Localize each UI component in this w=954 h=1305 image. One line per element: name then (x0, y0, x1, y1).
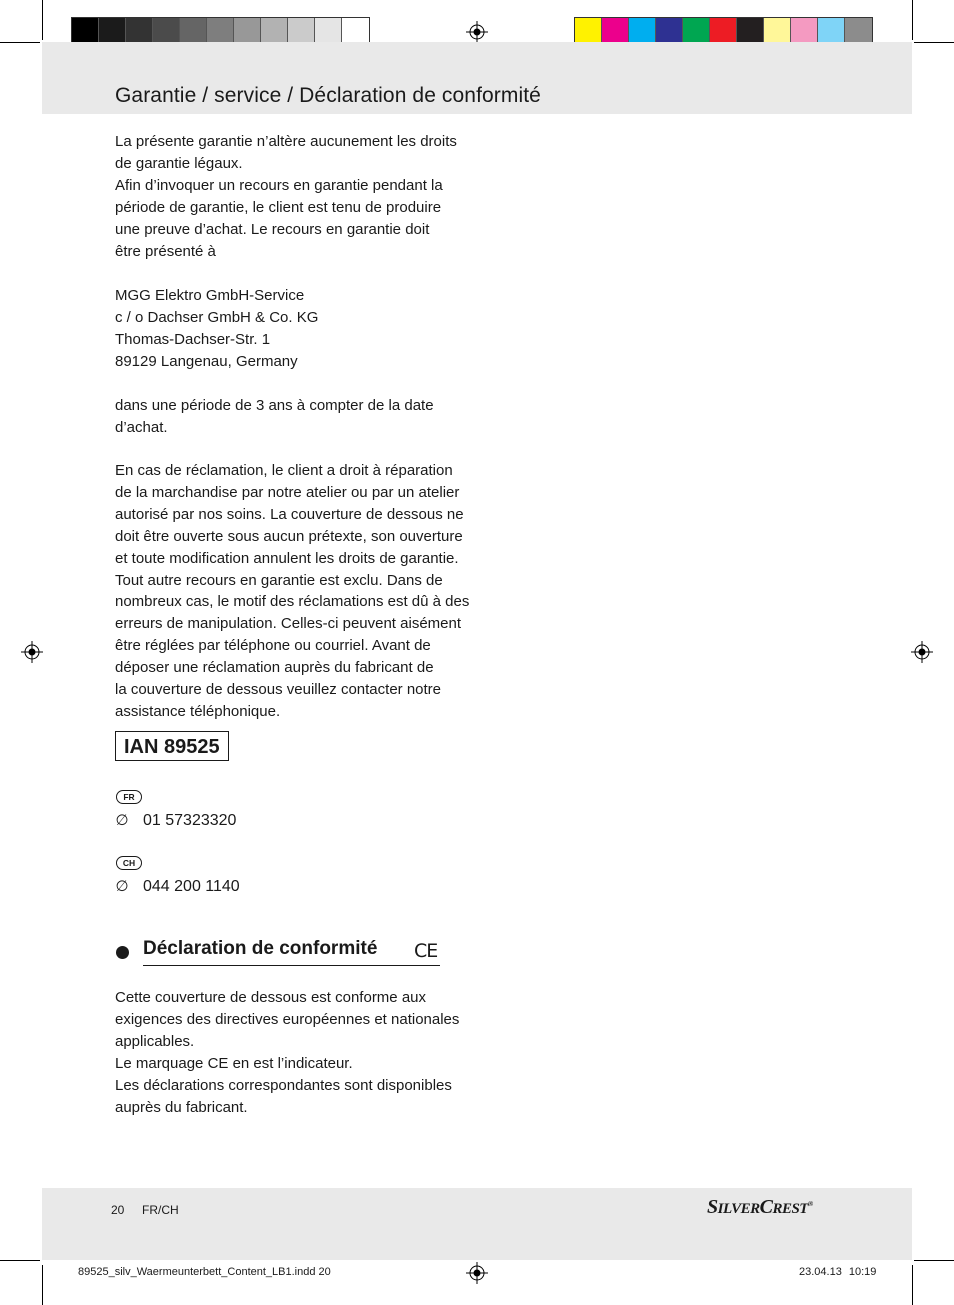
declaration-paragraph (115, 987, 475, 1118)
color-swatch (683, 18, 710, 45)
text-line: déposer une réclamation auprès du fabricant de (115, 659, 434, 677)
text-line: erreurs de manipulation. Celles-ci peuvent aisément (115, 615, 462, 633)
period-paragraph (115, 395, 475, 439)
text-line: En cas de réclamation, le client a droit à réparation (115, 462, 453, 479)
text-line: nombreux cas, le motif des réclamations est dû à des (115, 593, 470, 611)
text-line: doit être ouverte sous aucun prétexte, son ouverture (115, 527, 463, 545)
text-line: être réglées par téléphone ou courriel. Avant de (115, 637, 431, 655)
color-swatch (764, 18, 791, 45)
text-line: d’achat. (115, 418, 168, 436)
slug-time: 10:19 (848, 1266, 877, 1278)
color-swatch (791, 18, 818, 45)
text-line: Cette couverture de dessous est conforme aux (115, 989, 427, 1006)
registration-mark-icon (911, 641, 933, 663)
registration-mark-icon (21, 641, 43, 663)
ian-number-box: IAN 89525 (115, 731, 229, 761)
phone-icon: ∅ (115, 878, 129, 895)
crop-mark (42, 0, 43, 40)
color-swatch (207, 18, 234, 45)
intro-paragraph (115, 131, 475, 262)
slug-filename: 89525_silv_Waermeunterbett_Content_LB1.indd 20 (78, 1266, 331, 1278)
silvercrest-logo (707, 1196, 813, 1219)
crop-mark (0, 1260, 40, 1261)
color-swatch (234, 18, 261, 45)
text-line: exigences des directives européennes et nationales (115, 1010, 460, 1028)
text-line: assistance téléphonique. (115, 702, 281, 720)
text-line: la couverture de dessous veuillez contacter notre (115, 681, 442, 699)
page-title: Garantie / service / Déclaration de conformité (115, 84, 541, 107)
logo-letter: C (759, 1196, 773, 1218)
country-badge-fr: FR (116, 790, 142, 804)
page-number: 20 (111, 1203, 125, 1217)
service-address (115, 285, 475, 373)
registered-mark: ® (807, 1200, 813, 1208)
color-swatch (72, 18, 99, 45)
text-line: dans une période de 3 ans à compter de la date (115, 397, 434, 414)
crop-mark (0, 42, 40, 43)
color-swatch (602, 18, 629, 45)
crop-mark (42, 1265, 43, 1305)
logo-text: ILVER (717, 1201, 760, 1217)
phone-number-ch: 044 200 1140 (143, 878, 240, 895)
crop-mark (912, 0, 913, 40)
address-line: 89129 Langenau, Germany (115, 352, 298, 370)
color-swatch (126, 18, 153, 45)
registration-mark-icon (466, 21, 488, 43)
crop-mark (912, 1265, 913, 1305)
color-swatch (315, 18, 342, 45)
color-swatch (737, 18, 764, 45)
color-swatch (99, 18, 126, 45)
color-swatch (342, 18, 369, 45)
section-bullet-icon (116, 946, 129, 959)
address-line: Thomas-Dachser-Str. 1 (115, 330, 271, 348)
color-swatch (575, 18, 602, 45)
address-line: MGG Elektro GmbH-Service (115, 287, 305, 304)
text-line: une preuve d’achat. Le recours en garantie doit (115, 220, 430, 238)
claim-paragraph (115, 460, 475, 723)
text-line: de la marchandise par notre atelier ou par un atelier (115, 483, 460, 501)
slug-date: 23.04.13 (799, 1266, 842, 1278)
color-swatch (261, 18, 288, 45)
heading-underline (143, 965, 440, 966)
text-line: et toute modification annulent les droits de garantie. (115, 549, 459, 567)
logo-text: REST (772, 1201, 808, 1217)
country-badge-ch: CH (116, 856, 142, 870)
text-line: Afin d’invoquer un recours en garantie pendant la (115, 176, 443, 194)
color-swatch (710, 18, 737, 45)
color-swatch (845, 18, 872, 45)
color-swatch (629, 18, 656, 45)
color-swatch (818, 18, 845, 45)
color-swatch (153, 18, 180, 45)
color-swatch (656, 18, 683, 45)
registration-mark-icon (466, 1262, 488, 1284)
crop-mark (914, 42, 954, 43)
text-line: auprès du fabricant. (115, 1098, 248, 1116)
logo-letter: S (707, 1196, 718, 1218)
language-code: FR/CH (142, 1203, 179, 1217)
text-line: Tout autre recours en garantie est exclu. Dans de (115, 571, 443, 589)
text-line: de garantie légaux. (115, 154, 243, 172)
ce-mark-icon: CE (414, 940, 438, 962)
phone-icon: ∅ (115, 812, 129, 829)
slug-datetime (799, 1266, 876, 1278)
text-line: être présenté à (115, 242, 216, 260)
color-swatch (288, 18, 315, 45)
text-line: période de garantie, le client est tenu de produire (115, 198, 442, 216)
text-line: autorisé par nos soins. La couverture de dessous ne (115, 505, 464, 523)
text-line: Le marquage CE en est l’indicateur. (115, 1054, 353, 1072)
address-line: c / o Dachser GmbH & Co. KG (115, 308, 319, 326)
text-line: applicables. (115, 1032, 195, 1050)
crop-mark (914, 1260, 954, 1261)
text-line: La présente garantie n’altère aucunement les droits (115, 133, 457, 150)
text-line: Les déclarations correspondantes sont disponibles (115, 1076, 452, 1094)
color-swatch (180, 18, 207, 45)
section-heading: Déclaration de conformité (143, 938, 378, 959)
phone-number-fr: 01 57323320 (143, 812, 237, 829)
